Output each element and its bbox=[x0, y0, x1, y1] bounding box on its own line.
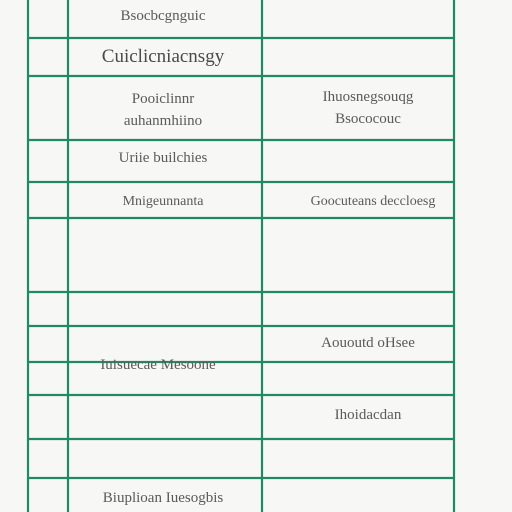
row-4-mid-text: Uriie builchies bbox=[118, 150, 208, 166]
row-10-right-text: Ihoidacdan bbox=[334, 407, 402, 423]
row-5-mid-text: Mnigeunnanta bbox=[122, 194, 204, 209]
row-9-mid-text: Iuisuecae Mesoone bbox=[100, 357, 216, 373]
row-1-mid-text: Bsocbcgnguic bbox=[120, 8, 206, 24]
row-3-right-text: Ihuosnegsouqg Bsococouc bbox=[322, 89, 414, 127]
row-5-right-text: Goocuteans deccloesg bbox=[310, 194, 436, 209]
row-12-mid-text: Biuplioan Iuesogbis bbox=[102, 490, 224, 506]
row-8-right-text: Aououtd oHsee bbox=[321, 335, 415, 351]
row-2-mid-text: Cuiclicniacnsgy bbox=[101, 46, 225, 67]
row-3-mid-text: Pooiclinnr auhanmhiino bbox=[123, 91, 203, 129]
